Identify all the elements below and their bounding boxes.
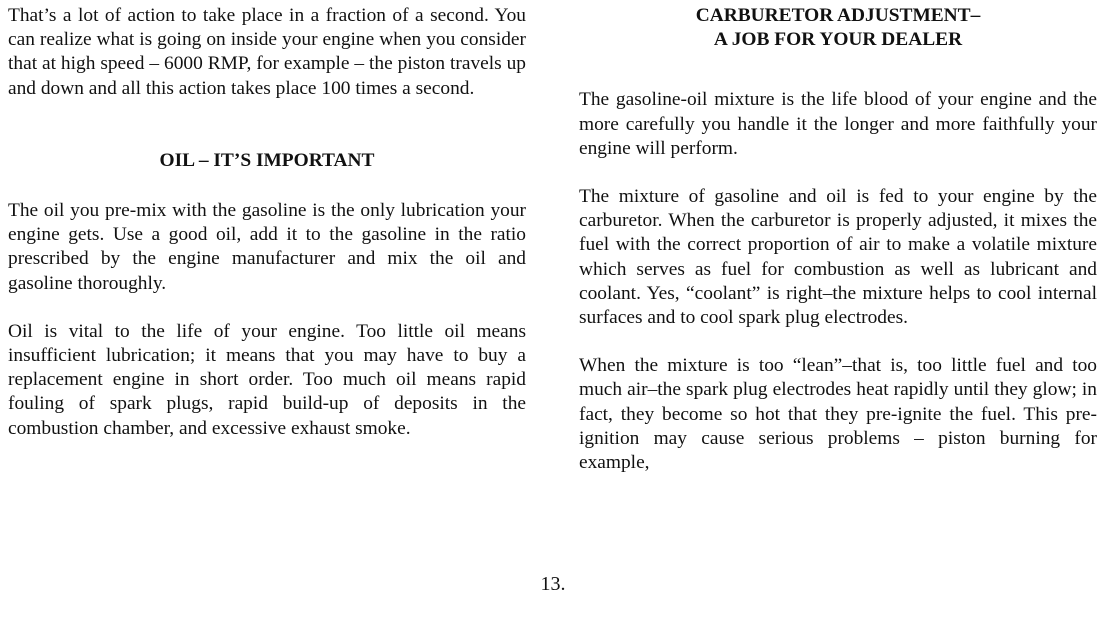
paragraph-carburetor-feed: The mixture of gasoline and oil is fed to your engine by the carburetor. When the carburetor is properly adjusted, it mixes the fuel with the correct proportion of air to make a volatile mixture which serves as fuel for combustion as well as lubricant and coolant. Yes, “coolant” is right–the mixture helps to cool internal surfaces and to cool spark plug electrodes. xyxy=(579,186,1097,329)
paragraph-piston-speed: That’s a lot of action to take place in a fraction of a second. You can realize what is going on inside your engine when you consider that at high speed – 6000 RMP, for example – the piston travels up and down and all this action takes place 100 times a second. xyxy=(8,5,526,99)
heading-carburetor-line-1: CARBURETOR ADJUSTMENT– xyxy=(695,5,981,26)
heading-oil-important: OIL – IT’S IMPORTANT xyxy=(159,149,375,171)
paragraph-lean-mixture: When the mixture is too “lean”–that is, too little fuel and too much air–the spark plug electrodes heat rapidly until they glow; in fact, they become so hot that they pre-ignite the fuel. This pre-ignition may cause serious problems – piston burning for example, xyxy=(579,355,1097,474)
left-column xyxy=(8,4,526,441)
paragraph-oil-vital: Oil is vital to the life of your engine. Too little oil means insufficient lubrication; it means that you may have to buy a replacement engine in short order. Too much oil means rapid fouling of spark plugs, rapid build-up of deposits in the combustion chamber, and excessive exhaust smoke. xyxy=(8,320,526,439)
heading-carburetor-line-2: A JOB FOR YOUR DEALER xyxy=(713,29,963,51)
paragraph-mixture-lifeblood: The gasoline-oil mixture is the life blood of your engine and the more carefully you handle it the longer and more faithfully your engine will perform. xyxy=(579,89,1097,159)
heading-carburetor-adjustment xyxy=(579,4,1097,52)
paragraph-oil-premix: The oil you pre-mix with the gasoline is the only lubrication your engine gets. Use a good oil, add it to the gasoline in the ratio prescribed by the engine manufacturer and mix the oil and gasoline thoroughly. xyxy=(8,200,526,294)
page-number: 13. xyxy=(540,573,566,595)
right-column xyxy=(579,4,1097,475)
